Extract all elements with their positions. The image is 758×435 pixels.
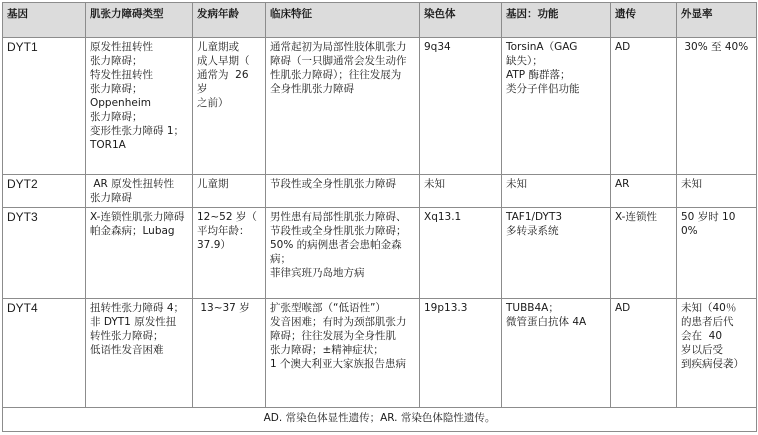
gene-cell: DYT1: [3, 38, 86, 175]
header-row: [3, 3, 757, 38]
features-line: 障碍；往往发展为全身性肌: [270, 330, 396, 342]
function-line: 多转录系统: [506, 225, 559, 237]
features-line: 菲律宾班乃岛地方病: [270, 267, 365, 279]
type-cell: [86, 299, 193, 408]
onset-line: 13~37 岁: [197, 302, 250, 314]
penetrance-line: 到疾病侵袭）: [681, 358, 744, 370]
features-line: 扩张型喉部（“低语性”）: [270, 302, 386, 314]
function-cell: [502, 175, 611, 208]
chromosome-cell: [420, 175, 502, 208]
penetrance-line: 未知: [681, 178, 702, 190]
features-line: 1 个澳大利亚大家族报告患病: [270, 358, 407, 370]
type-line: X-连锁性肌张力障碍: [90, 211, 185, 223]
gene-cell: DYT3: [3, 208, 86, 299]
penetrance-line: 岁以后受: [681, 344, 723, 356]
type-line: 扭转性张力障碍 4；: [90, 302, 185, 314]
chromosome-line: 19p13.3: [424, 302, 468, 314]
features-line: 节段性或全身性肌张力障碍: [270, 178, 396, 190]
onset-line: 平均年龄：: [197, 225, 250, 237]
features-line: 节段性或全身性肌张力障碍；: [270, 225, 407, 237]
type-cell: [86, 208, 193, 299]
header-onset: 发病年龄: [193, 3, 266, 38]
header-type: 肌张力障碍类型: [86, 3, 193, 38]
chromosome-cell: [420, 208, 502, 299]
type-line: 帕金森病；Lubag: [90, 225, 175, 237]
table-row: [3, 175, 757, 208]
table-row: [3, 208, 757, 299]
features-line: 发音困难；有时为颈部肌张力: [270, 316, 407, 328]
chromosome-cell: [420, 38, 502, 175]
onset-cell: [193, 38, 266, 175]
inheritance-line: AR: [615, 178, 630, 190]
features-cell: [266, 175, 420, 208]
type-line: 低语性发音困难: [90, 344, 164, 356]
penetrance-cell: [677, 208, 757, 299]
type-line: 转性张力障碍；: [90, 330, 164, 342]
header-features: 临床特征: [266, 3, 420, 38]
penetrance-cell: [677, 38, 757, 175]
chromosome-line: 未知: [424, 178, 445, 190]
chromosome-cell: [420, 299, 502, 408]
type-line: AR 原发性扭转性: [90, 178, 175, 190]
inheritance-cell: [611, 299, 677, 408]
inheritance-line: AD: [615, 302, 631, 314]
gene-cell: DYT2: [3, 175, 86, 208]
chromosome-line: 9q34: [424, 41, 451, 53]
function-line: 未知: [506, 178, 527, 190]
penetrance-line: 30% 至 40%: [681, 41, 749, 53]
onset-line: 成人早期（: [197, 55, 250, 67]
penetrance-line: 50 岁时 100%: [681, 211, 736, 237]
type-cell: [86, 38, 193, 175]
features-cell: [266, 38, 420, 175]
function-line: 缺失）；: [506, 55, 543, 67]
onset-line: 37.9）: [197, 239, 231, 251]
function-line: TAF1/DYT3: [506, 211, 563, 223]
footnote-row: [3, 408, 757, 432]
features-line: 50% 的病例患者会患帕金森病；: [270, 239, 402, 265]
inheritance-line: AD: [615, 41, 631, 53]
function-line: 类分子伴侣功能: [506, 83, 580, 95]
function-cell: [502, 38, 611, 175]
type-line: 原发性扭转性: [90, 41, 153, 53]
features-line: 全身性肌张力障碍: [270, 83, 354, 95]
onset-cell: [193, 299, 266, 408]
function-line: TorsinA（GAG: [506, 41, 578, 53]
inheritance-cell: [611, 175, 677, 208]
onset-line: 12~52 岁（: [197, 211, 257, 223]
type-line: 张力障碍；: [90, 83, 143, 95]
inheritance-cell: [611, 38, 677, 175]
chromosome-line: Xq13.1: [424, 211, 462, 223]
penetrance-line: 未知（40％: [681, 302, 737, 314]
header-penetrance: 外显率: [677, 3, 757, 38]
type-line: TOR1A: [90, 139, 126, 151]
table-row: [3, 38, 757, 175]
gene-cell: DYT4: [3, 299, 86, 408]
penetrance-cell: [677, 299, 757, 408]
function-line: TUBB4A；: [506, 302, 559, 314]
onset-line: 儿童期: [197, 178, 229, 190]
header-gene: 基因: [3, 3, 86, 38]
type-line: 非 DYT1 原发性扭: [90, 316, 177, 328]
onset-line: 儿童期或: [197, 41, 239, 53]
type-line: 张力障碍；: [90, 111, 143, 123]
features-line: 性肌张力障碍）；往往发展为: [270, 69, 402, 81]
penetrance-line: 会在 40: [681, 330, 723, 342]
features-cell: [266, 299, 420, 408]
penetrance-line: 的患者后代: [681, 316, 734, 328]
features-line: 张力障碍；±精神症状；: [270, 344, 384, 356]
function-cell: [502, 299, 611, 408]
type-line: Oppenheim: [90, 97, 151, 109]
table-row: [3, 299, 757, 408]
function-line: ATP 酶群落；: [506, 69, 571, 81]
inheritance-line: X-连锁性: [615, 211, 657, 223]
inheritance-cell: [611, 208, 677, 299]
penetrance-cell: [677, 175, 757, 208]
features-line: 通常起初为局部性肢体肌张力: [270, 41, 407, 53]
features-line: 男性患有局部性肌张力障碍、: [270, 211, 407, 223]
type-line: 变形性张力障碍 1；: [90, 125, 185, 137]
header-chromosome: 染色体: [420, 3, 502, 38]
onset-cell: [193, 175, 266, 208]
onset-line: 之前）: [197, 97, 229, 109]
gene-table: [2, 2, 757, 432]
function-line: 微管蛋白抗体 4A: [506, 316, 587, 328]
function-cell: [502, 208, 611, 299]
features-cell: [266, 208, 420, 299]
type-line: 张力障碍: [90, 192, 132, 204]
type-line: 张力障碍；: [90, 55, 143, 67]
onset-cell: [193, 208, 266, 299]
type-cell: [86, 175, 193, 208]
footnote: AD. 常染色体显性遗传；AR. 常染色体隐性遗传。: [3, 408, 757, 432]
header-inheritance: 遗传: [611, 3, 677, 38]
type-line: 特发性扭转性: [90, 69, 153, 81]
features-line: 障碍（一只脚通常会发生动作: [270, 55, 407, 67]
onset-line: 通常为 26 岁: [197, 69, 252, 95]
header-function: 基因：功能: [502, 3, 611, 38]
